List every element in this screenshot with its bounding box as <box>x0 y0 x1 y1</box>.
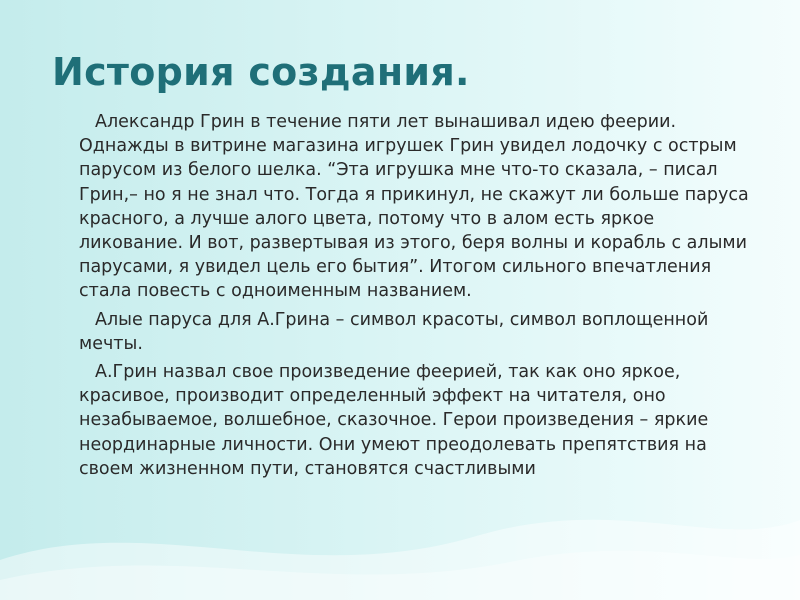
paragraph-symbol: Алые паруса для А.Грина – символ красоты, символ воплощенной мечты. <box>79 309 709 354</box>
paragraph-genre: А.Грин назвал свое произведение феерией, так как оно яркое, красивое, производит определенный эффект на читателя, оно незабываемое, волшебное, сказочное. Герои произведения – яркие неординарные личности. Они умеют преодолевать препятствия на своем жизненном пути, становятся счастливыми <box>79 362 709 479</box>
slide-title: История создания. <box>52 50 470 94</box>
paragraph-history: Александр Грин в течение пяти лет вынашивал идею феерии. Однажды в витрине магазина игрушек Грин увидел лодочку с острым парусом из белого шелка. “Эта игрушка мне что-то сказала, – писал Грин,– но я не знал что. Тогда я прикинул, не скажут ли больше паруса красного, а лучше алого цвета, потому что в алом есть яркое ликование. И вот, развертывая из этого, беря волны и корабль с алыми парусами, я увидел цель его бытия”. Итогом сильного впечатления стала повесть с одноименным названием. <box>79 112 749 302</box>
slide-body <box>79 110 763 485</box>
